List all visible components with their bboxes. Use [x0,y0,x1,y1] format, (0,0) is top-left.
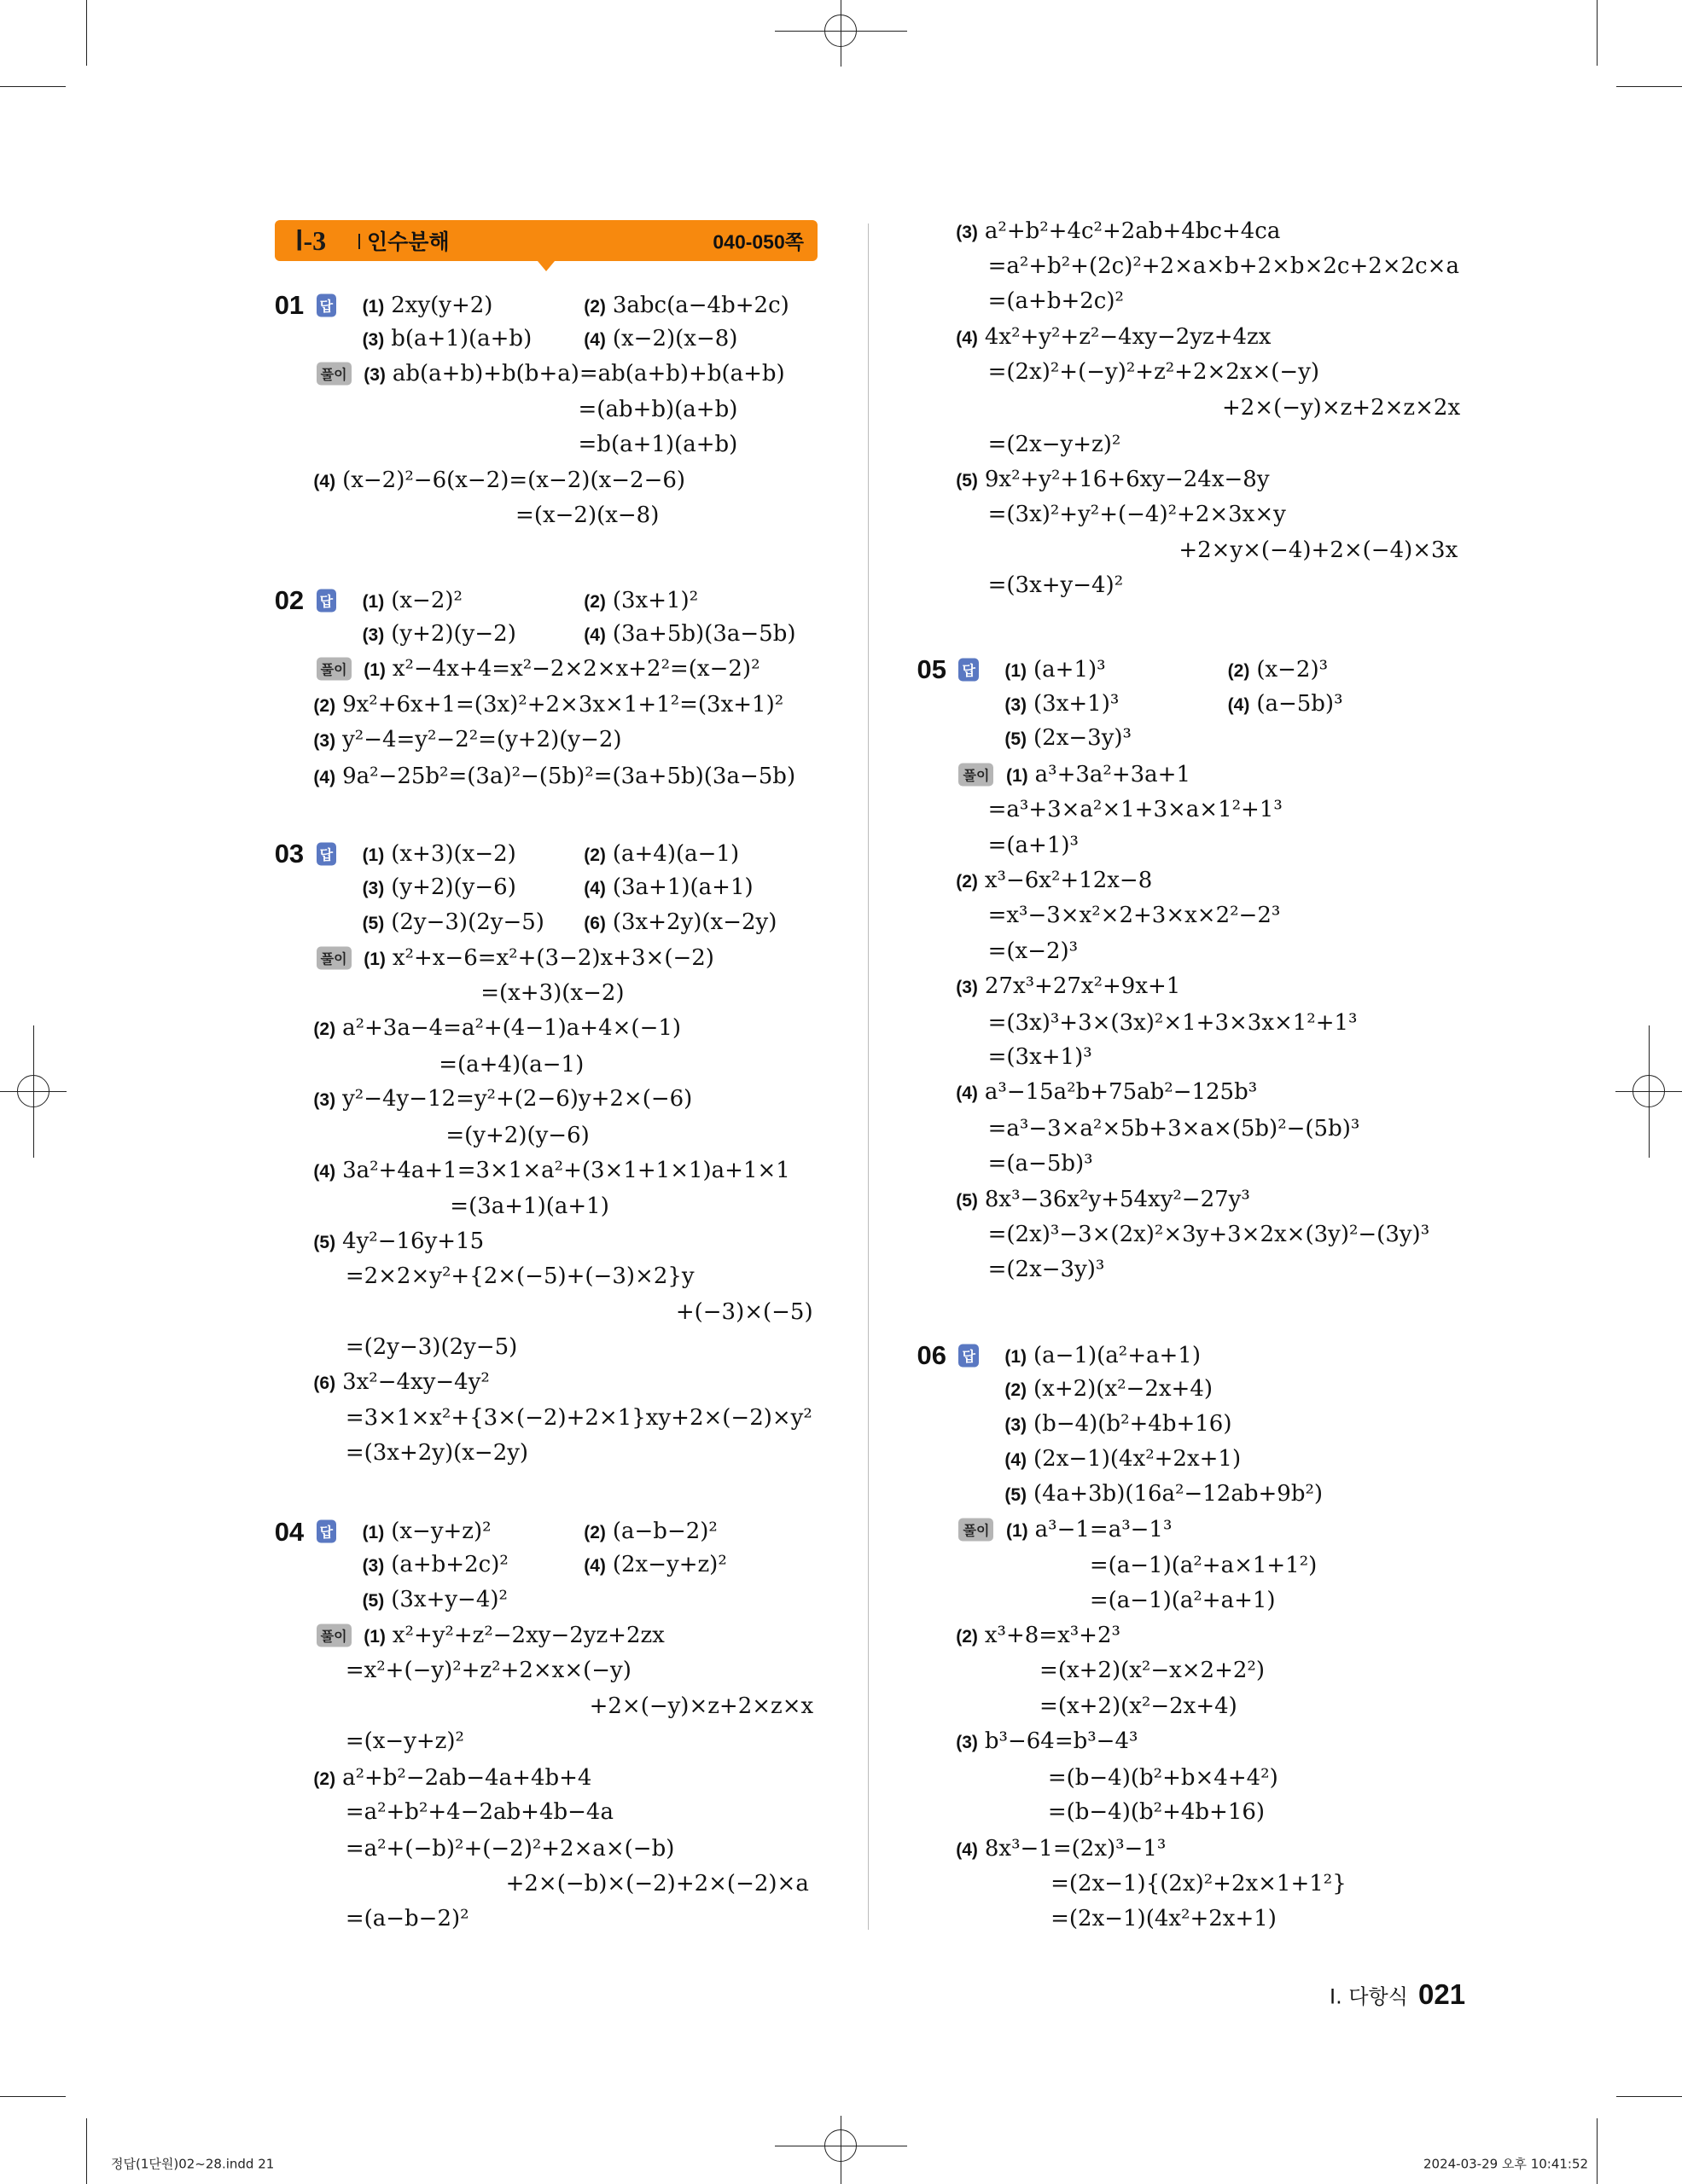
footer-section: Ⅰ. 다항식 [1330,1984,1408,2009]
footer-page-number: 021 [1418,1978,1466,2010]
solution-line [1041,1765,1278,1791]
solution-line [981,833,1079,858]
item-label: (3) [313,731,336,752]
solution-line [572,397,738,422]
math-expression: (2x−1)(4x²+2x+1) [1033,1445,1242,1472]
math-expression: =(x+2)(x²−x×2+2²) [1039,1657,1265,1683]
answer-line [1228,657,1328,682]
crop-mark [86,0,87,66]
math-expression: 8x³−1=(2x)³−1³ [984,1835,1167,1862]
item-label: (3) [1004,1414,1027,1435]
item-label: (5) [313,1232,336,1252]
solution-line [981,288,1124,314]
math-expression: =x²+(−y)²+z²+2×x×(−y) [345,1657,631,1683]
math-expression: =(2x−1)(4x²+2x+1) [1051,1905,1277,1931]
item-label: (2) [584,591,606,612]
math-expression: =(x−2)³ [987,938,1079,965]
solution-line [432,1052,584,1077]
math-expression: (a−1)(a²+a+1) [1033,1342,1201,1368]
answer-badge: 답 [317,293,336,317]
column-divider [868,224,869,1930]
answer-line [1228,691,1343,717]
math-expression: (y+2)(y−6) [391,874,516,901]
solution-line [1172,537,1458,563]
answer-line [584,1519,718,1544]
solution-badge: 풀이 [317,657,352,680]
answer-line [1004,1446,1241,1472]
solution-line [339,1799,614,1825]
math-expression: (3a+1)(a+1) [612,874,754,901]
crop-mark [1616,86,1682,87]
math-expression: (y+2)(y−2) [391,621,516,647]
item-label: (2) [584,1522,606,1542]
registration-mark [824,2129,857,2162]
math-expression: =(a−b−2)² [345,1905,469,1931]
answer-line [363,326,533,351]
math-expression: (a+b+2c)² [391,1551,509,1577]
solution-line [364,1623,665,1648]
item-label: (5) [1004,1484,1027,1505]
solution-line [572,432,738,457]
math-expression: (x−2)²−6(x−2)=(x−2)(x−2−6) [342,468,686,494]
item-label: (2) [584,296,606,317]
math-expression: 3a²+4a+1=3×1×a²+(3×1+1×1)a+1×1 [342,1157,790,1183]
solution-line [956,868,1152,893]
item-label: (2) [584,845,606,865]
math-expression: (b−4)(b²+4b+16) [1033,1410,1232,1437]
solution-line [981,1257,1105,1282]
math-expression: (x−y+z)² [391,1518,492,1544]
solution-line [1215,395,1460,421]
solution-line [439,1123,589,1148]
math-expression: =a²+b²+4−2ab+4b−4a [345,1799,614,1826]
math-expression: +2×y×(−4)+2×(−4)×3x [1179,537,1458,564]
math-expression: =(2x)²+(−y)²+z²+2×2x×(−y) [987,359,1320,385]
item-label: (1) [362,1522,385,1542]
solution-line [364,945,714,971]
item-label: (1) [1004,661,1027,682]
math-expression: (x−2)² [391,587,463,613]
math-expression: x²+x−6=x²+(3−2)x+3×(−2) [392,945,714,972]
math-expression: (x+3)(x−2) [391,841,516,867]
answer-line [1004,1481,1323,1507]
math-expression: =(2x−1){(2x)²+2x×1+1²} [1051,1870,1347,1896]
answer-line [1004,1343,1201,1368]
math-expression: 9x²+y²+16+6xy−24x−8y [984,466,1270,492]
answer-line [363,588,463,613]
answer-badge: 답 [317,1519,336,1542]
answer-line [584,874,753,900]
item-label: (4) [584,1555,606,1576]
solution-line [364,361,784,386]
solution-line [669,1299,813,1325]
registration-mark [1633,1075,1665,1107]
item-label: (2) [956,872,978,892]
math-expression: b³−64=b³−4³ [984,1728,1138,1755]
chapter-number: Ⅰ-3 [295,225,327,256]
crop-mark [1597,2118,1598,2184]
solution-line [1033,1658,1265,1683]
item-label: (3) [362,329,385,350]
item-label: (1) [1004,1346,1027,1367]
registration-mark [824,15,857,47]
math-expression: =(b−4)(b²+4b+16) [1047,1799,1266,1826]
math-expression: =3×1×x²+{3×(−2)+2×1}xy+2×(−2)×y² [345,1405,812,1432]
solution-line [981,797,1283,822]
item-label: (2) [313,1769,336,1789]
solution-line [1044,1906,1277,1931]
math-expression: 4y²−16y+15 [342,1228,485,1254]
solution-line [981,432,1121,457]
solution-line [981,359,1319,385]
item-label: (1) [364,950,386,970]
answer-line [363,1552,509,1577]
math-expression: a³+3a²+3a+1 [1034,761,1191,787]
math-expression: (3x+2y)(x−2y) [612,909,777,936]
item-label: (3) [956,978,978,998]
solution-line [981,938,1079,964]
solution-line [956,973,1180,999]
math-expression: b(a+1)(a+b) [391,325,533,351]
crop-mark [1616,2096,1682,2097]
solution-line [313,727,621,752]
problem-number: 01 [274,289,305,320]
item-label: (1) [362,845,385,865]
header-separator [358,234,360,249]
math-expression: 2xy(y+2) [391,292,493,318]
solution-line [313,1765,591,1791]
answer-line [584,909,777,935]
solution-line [313,468,685,493]
math-expression: =(2x)³−3×(2x)²×3y+3×2x×(3y)²−(3y)³ [987,1221,1430,1247]
solution-line [499,1871,809,1896]
item-label: (4) [313,767,336,787]
math-expression: =(x−2)(x−8) [515,502,660,529]
answer-line [1004,657,1105,682]
solution-line [313,1369,489,1395]
math-expression: (3x+1)³ [1033,690,1120,717]
math-expression: a²+3a−4=a²+(4−1)a+4×(−1) [342,1015,682,1042]
solution-line [339,1440,528,1466]
item-label: (4) [584,625,606,645]
solution-line [339,1334,517,1360]
item-label: (4) [956,1839,978,1860]
item-label: (2) [313,1019,336,1040]
solution-line [981,903,1281,928]
math-expression: =a²+b²+(2c)²+2×a×b+2×b×2c+2×2c×a [987,253,1459,279]
math-expression: (a+1)³ [1033,657,1106,683]
item-label: (1) [1006,765,1028,786]
math-expression: =x³−3×x²×2+3×x×2²−2³ [987,902,1281,928]
answer-line [1004,1411,1231,1437]
math-expression: =(a+1)³ [987,833,1079,859]
solution-line [313,1228,484,1254]
solution-line [956,1836,1166,1862]
answer-line [584,621,795,647]
math-expression: x³−6x²+12x−8 [984,868,1153,894]
math-expression: =(3x+y−4)² [987,572,1124,598]
math-expression: ab(a+b)+b(b+a)=ab(a+b)+b(a+b) [392,360,785,386]
solution-line [339,1405,812,1431]
slug-filename: 정답(1단원)02~28.indd 21 [111,2156,275,2172]
item-label: (3) [362,879,385,899]
item-label: (1) [364,1627,386,1647]
math-expression: (3a+5b)(3a−5b) [612,621,796,647]
item-label: (4) [313,472,336,492]
math-expression: =(2x−3y)³ [987,1256,1105,1282]
page-range: 040-050쪽 [713,230,804,253]
answer-badge: 답 [958,1344,978,1367]
item-label: (5) [1004,729,1027,750]
solution-badge: 풀이 [317,947,352,970]
registration-mark [17,1075,49,1107]
math-expression: 27x³+27x²+9x+1 [984,973,1181,1000]
item-label: (4) [956,328,978,349]
math-expression: =(ab+b)(a+b) [578,397,738,423]
math-expression: =(2y−3)(2y−5) [345,1334,518,1361]
solution-line [339,1906,469,1931]
solution-line [313,1015,681,1041]
solution-line [956,467,1269,492]
answer-line [363,841,516,867]
math-expression: (2y−3)(2y−5) [391,909,544,936]
math-expression: =2×2×y²+{2×(−5)+(−3)×2}y [345,1263,695,1289]
solution-badge: 풀이 [317,1624,352,1647]
solution-line [583,1693,814,1719]
item-label: (5) [362,914,385,934]
math-expression: (a−b−2)² [612,1518,718,1544]
math-expression: (3x+y−4)² [391,1586,508,1612]
math-expression: (x−2)³ [1256,657,1329,683]
solution-badge: 풀이 [317,362,352,385]
math-expression: +(−3)×(−5) [675,1299,813,1326]
answer-line [584,1552,727,1577]
math-expression: (x+2)(x²−2x+4) [1033,1376,1213,1403]
section-header [275,220,818,261]
math-expression: 3x²−4xy−4y² [342,1368,490,1395]
item-label: (3) [956,1733,978,1753]
solution-line [339,1263,695,1289]
solution-line [443,1194,609,1219]
solution-badge: 풀이 [958,1519,993,1542]
item-label: (3) [364,364,386,385]
math-expression: =(3x)³+3×(3x)²×1+3×3x×1²+1³ [987,1009,1358,1036]
math-expression: (2x−3y)³ [1033,725,1132,752]
item-label: (4) [584,879,606,899]
answer-line [363,621,516,647]
item-label: (4) [956,1083,978,1104]
math-expression: =a³−3×a²×5b+3×a×(5b)²−(5b)³ [987,1115,1360,1141]
math-expression: =(a−1)(a²+a+1) [1089,1588,1276,1614]
solution-line [981,1116,1360,1141]
solution-line [313,1086,692,1112]
math-expression: 3abc(a−4b+2c) [612,292,789,318]
problem-number: 02 [274,584,305,615]
section-title: 인수분해 [367,229,450,254]
answer-line [363,1519,492,1544]
problem-number: 05 [917,654,946,685]
solution-line [474,980,624,1006]
math-expression: =(a−1)(a²+a×1+1²) [1089,1553,1318,1579]
answer-line [1004,1376,1213,1402]
item-label: (4) [313,1161,336,1182]
solution-line [313,1158,789,1183]
math-expression: (4a+3b)(16a²−12ab+9b²) [1033,1480,1324,1507]
answer-line [1004,725,1132,751]
item-label: (4) [584,329,606,350]
math-expression: =(3x+2y)(x−2y) [345,1440,529,1467]
math-expression: (x−2)(x−8) [612,325,738,351]
crop-mark [0,86,66,87]
math-expression: =(3x+1)³ [987,1044,1092,1071]
answer-line [363,909,544,935]
answer-line [584,841,739,867]
math-expression: x²−4x+4=x²−2×2×x+2²=(x−2)² [392,655,760,682]
answer-line [363,1587,508,1612]
math-expression: y²−4y−12=y²+(2−6)y+2×(−6) [342,1086,693,1112]
answer-line [363,874,516,900]
solution-line [1033,1693,1237,1719]
solution-line [339,1658,631,1683]
item-label: (5) [362,1590,385,1611]
solution-line [981,1151,1093,1176]
math-expression: a³−15a²b+75ab²−125b³ [984,1079,1258,1106]
crop-mark [0,2096,66,2097]
item-label: (4) [1004,1449,1027,1470]
math-expression: a³−1=a³−1³ [1034,1517,1173,1542]
math-expression: =(3x)²+y²+(−4)²+2×3x×y [987,501,1286,527]
answer-line [584,293,789,318]
math-expression: =(b−4)(b²+b×4+4²) [1047,1764,1278,1791]
answer-badge: 답 [958,659,978,682]
solution-line [1044,1871,1347,1896]
math-expression: =a³+3×a²×1+3×a×1²+1³ [987,796,1283,822]
math-expression: =b(a+1)(a+b) [578,431,738,457]
problem-number: 04 [274,1517,305,1548]
math-expression: x²+y²+z²−2xy−2yz+2zx [392,1623,665,1649]
math-expression: 9x²+6x+1=(3x)²+2×3x×1+1²=(3x+1)² [342,692,784,718]
math-expression: 4x²+y²+z²−4xy−2yz+4zx [984,324,1272,351]
math-expression: =(x+3)(x−2) [480,980,625,1007]
solution-line [509,502,659,528]
solution-line [956,324,1271,350]
item-label: (6) [313,1373,336,1393]
solution-line [956,1079,1257,1105]
math-expression: +2×(−b)×(−2)+2×(−2)×a [505,1870,809,1896]
solution-line [1006,762,1190,787]
math-expression: (3x+1)² [612,587,699,613]
math-expression: =(x−y+z)² [345,1728,464,1755]
item-label: (1) [1006,1521,1028,1541]
solution-line [956,1728,1138,1754]
item-label: (3) [362,1555,385,1576]
item-label: (2) [1004,1380,1027,1401]
solution-line [1006,1517,1172,1542]
answer-badge: 답 [317,589,336,612]
solution-line [339,1728,464,1754]
solution-line [956,1623,1120,1648]
item-label: (3) [313,1090,336,1111]
math-expression: x³+8=x³+2³ [984,1623,1120,1649]
solution-line [956,1187,1250,1212]
solution-badge: 풀이 [958,763,993,786]
crop-mark [1597,0,1598,66]
solution-line [956,218,1280,244]
item-label: (1) [364,659,386,680]
math-expression: =(a−5b)³ [987,1150,1093,1176]
math-expression: y²−4=y²−2²=(y+2)(y−2) [342,727,622,753]
solution-line [981,1222,1430,1247]
math-expression: =(a+4)(a−1) [439,1051,585,1077]
problem-number: 06 [917,1339,946,1370]
item-label: (5) [956,470,978,491]
item-label: (2) [313,696,336,717]
math-expression: (a−5b)³ [1256,690,1343,717]
math-expression: (a+4)(a−1) [612,841,740,867]
math-expression: =(3a+1)(a+1) [450,1194,609,1220]
solution-line [1083,1588,1276,1613]
math-expression: 9a²−25b²=(3a)²−(5b)²=(3a+5b)(3a−5b) [342,763,796,789]
math-expression: =(y+2)(y−6) [445,1122,590,1148]
solution-line [364,656,760,682]
answer-line [363,293,493,318]
item-label: (1) [362,296,385,317]
item-label: (1) [362,591,385,612]
math-expression: =(2x−y+z)² [987,431,1121,457]
answer-badge: 답 [317,843,336,866]
solution-line [981,1010,1358,1036]
math-expression: a²+b²+4c²+2ab+4bc+4ca [984,218,1281,245]
solution-line [981,572,1124,598]
answer-line [584,326,737,351]
math-expression: =(x+2)(x²−2x+4) [1039,1693,1237,1720]
crop-mark [86,2118,87,2184]
problem-number: 03 [274,839,305,868]
answer-line [1004,691,1119,717]
item-label: (2) [1227,661,1250,682]
item-label: (3) [1004,694,1027,715]
solution-line [339,1836,675,1862]
item-label: (5) [956,1190,978,1211]
math-expression: (2x−y+z)² [612,1551,727,1577]
solution-line [981,253,1459,279]
solution-line [313,764,795,789]
math-expression: =(a+b+2c)² [987,288,1124,314]
item-label: (4) [1227,694,1250,715]
math-expression: 8x³−36x²y+54xy²−27y³ [984,1186,1250,1212]
slug-timestamp: 2024-03-29 오후 10:41:52 [1423,2156,1589,2172]
item-label: (2) [956,1627,978,1647]
solution-line [981,502,1286,527]
math-expression: +2×(−y)×z+2×z×x [589,1693,814,1720]
math-expression: a²+b²−2ab−4a+4b+4 [342,1764,592,1791]
answer-line [584,588,698,613]
solution-line [1041,1799,1265,1825]
math-expression: =a²+(−b)²+(−2)²+2×a×(−b) [345,1835,675,1862]
solution-line [981,1044,1092,1070]
solution-line [1083,1553,1317,1578]
item-label: (3) [362,625,385,645]
math-expression: +2×(−y)×z+2×z×2x [1221,395,1461,421]
item-label: (6) [584,914,606,934]
solution-line [313,692,783,717]
item-label: (3) [956,223,978,243]
